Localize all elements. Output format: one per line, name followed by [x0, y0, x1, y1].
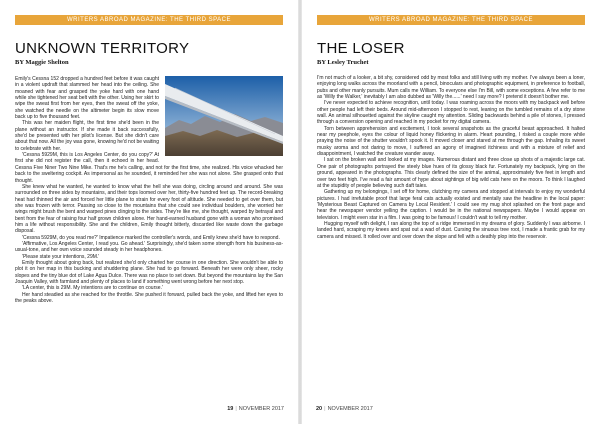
paragraph: Her hand steadied as she reached for the throttle. She pushed it forward, pulled back the yoke, and lifted her eyes to the peaks above. [15, 291, 283, 305]
paragraph: Gathering up my belongings, I set off for home, clutching my camera and stopped at intervals to enjoy my wonderful pictures. I had irrefutable proof that large feral cats actually existed and mentally saw the headline in the local paper: 'Mysterious Beast Captured on Camera by Local Resident.' I could see my mug shot splashed on the front page and hear the newspaper vendor yelling the caption. I would be in the national newspapers. Maybe I would appear on television. I might even star in a film. I was going to be famous! I couldn't wait to tell my mother. [317, 189, 585, 221]
footer-separator: | [324, 406, 326, 412]
paragraph: Torn between apprehension and excitement, I took several snapshots as the graceful beast approached. It halted near my peephole, eyes the colour of liquid honey flickering in alarm. Heart pounding, I risked a couple more while praying the noise of the shutter wouldn't spook it. It moved closer and stared at me through the gap. Inhaling its sweet musky aroma and not daring to move, I suffered an agony of imagined itchiness and with a mixture of relief and disappointment, I watched the creature wander away. [317, 125, 585, 158]
story-title: THE LOSER [317, 40, 405, 57]
paragraph: 'Cessna 5929M, this is Los Angeles Center, do you copy?' At first she did not register the call, then it echoed in her head. Cessna Five Niner Two Nine Mike. That's me he's calling, and not for the first time, she realized. His voice whacked her back to the sweltering cockpit. As impersonal as he sounded, it reminded her she was not alone. She grasped onto that thought. [15, 152, 283, 184]
page-number: 20 [316, 406, 323, 412]
story-body [15, 76, 283, 304]
paragraph: 'LA center, this is 29M. My intentions are to continue on course.' [22, 285, 163, 292]
footer-separator: | [235, 406, 237, 412]
story-body [317, 75, 585, 240]
paragraph: Emily thought about going back, but realized she'd only charted her course in one direction. She wouldn't be able to plot it on her map in this bucking and shuddering plane. She had to go forward. Beneath her were only sheer, rocky slopes and the tiny blue dot of Lake Agua Dulce. There was no place to set down. But beyond the mountains lay the San Joaquin Valley, with farmland and plenty of places to land if something went wrong before her next stop. [15, 259, 283, 285]
story-byline: BY Maggie Shelton [15, 59, 69, 66]
paragraph: Hugging myself with delight, I ran along the top of a ridge immersed in my dreams of glory. Suddenly I was airborne. I landed hard, scraping my knees and spat out a wad of dust. Cursing the sinuous tree root, I made a frantic grab for my camera and missed. It rolled over and over down the slope and fell with a deathly plop into the reservoir. [317, 220, 585, 240]
paragraph: I'm not much of a looker, a bit shy, considered odd by most folks and still living with my mother. I've always been a loner, enjoying long walks across the moorland with a pencil, binoculars and photographic equipment, in preference to football, pubs and other manly pursuits. Mum calls me William. To everyone else I'm Bill, with some exceptions. A few refer to me as 'Willy the Walker,' inevitably I am also dubbed as 'Willy the......' need I say more? I pretend it doesn't bother me. [317, 75, 585, 101]
paragraph: 'Please state your intentions, 29M.' [22, 253, 100, 260]
paragraph: 'Affirmative, Los Angeles Center, I read you. Go ahead.' Surprisingly, she'd taken some strength from his business-as-usual-tone, and her own voice sounded steady in her headphones. [15, 240, 283, 254]
page-footer [227, 406, 284, 412]
paragraph: 'Cessna 5929M, do you read me?' Impatience marked the controller's words, and Emily knew she'd have to respond. [22, 234, 280, 241]
right-page [302, 0, 600, 424]
airplane-wing-photo [165, 76, 283, 156]
page-date: NOVEMBER 2017 [238, 406, 284, 412]
paragraph: She knew what he wanted, he wanted to know what the hell she was doing, circling around and around. She was surrounded on three sides by mountains, and their tops loomed over her, thirty-five hundred feet up. The record-breaking heat had thinned the air and forced her little plane to strain for every foot of altitude. She needed to get over them, but she was frozen with terror. Passing so close to the mountains that she could see individual boulders, she worried her wings might brush the bent and warped pines clinging to the sides. They're like me, she thought, warped by betrayal and bent from the fear of raising four half grown children alone. Her hand-earned husband gone with a woman who promised him a life without responsibility. She and the children, Emily thought bitterly, discarded like waste down the garbage disposal. [15, 183, 283, 235]
story-title: UNKNOWN TERRITORY [15, 40, 190, 57]
story-byline: BY Lesley Truchet [317, 59, 369, 66]
page-footer [316, 406, 373, 412]
page-date: NOVEMBER 2017 [327, 406, 373, 412]
paragraph: Emily's Cessna 152 dropped a hundred feet before it was caught in a violent updraft that slammed her head into the ceiling. She moaned with fear and grasped the yoke hard with one hand while she tightened her seat belt with the other. Using her skirt to wipe the sweat first from her eyes, then the sweat off the yoke, she watched the needle on the altimeter begin its slow move back up to five thousand feet. [15, 76, 159, 121]
paragraph: I've never expected to achieve recognition, until today. I was roaming across the moors with my backpack well before other people had left their beds. Around mid-afternoon I stopped to rest, leaning on the tumbled remains of a dry stone wall. An animal silhouetted against the skyline caught my attention. Sliding backwards behind a pile of stones, I pressed through a conversion opening and reached in my pocket for my digital camera. [317, 100, 585, 126]
paragraph: I sat on the broken wall and looked at my images. Numerous distant and three close up shots of a majestic large cat. One pair of photographs portrayed the steely blue hues of its glossy black fur. Fortunately my backpack, lying on the ground, appeared in the photographs. This clearly defined the size of the animal, approximately five feet in length and over two feet high. I've read a fair amount of hype about sightings of big wild cats here on the moors. To think I laughed at the stupidity of people believing such daft tales. [317, 157, 585, 189]
page-number: 19 [227, 406, 234, 412]
left-page [0, 0, 298, 424]
paragraph: This was her maiden flight, the first time she'd been in the plane without an instructor. If she made it back successfully, she'd be presented with her pilot's license. But she didn't care about that now. All the joy was gone, knowing he'd not be waiting to celebrate with her. [15, 120, 159, 152]
magazine-banner: WRITERS ABROAD MAGAZINE: THE THIRD SPACE [317, 15, 585, 25]
magazine-banner: WRITERS ABROAD MAGAZINE: THE THIRD SPACE [15, 15, 283, 25]
